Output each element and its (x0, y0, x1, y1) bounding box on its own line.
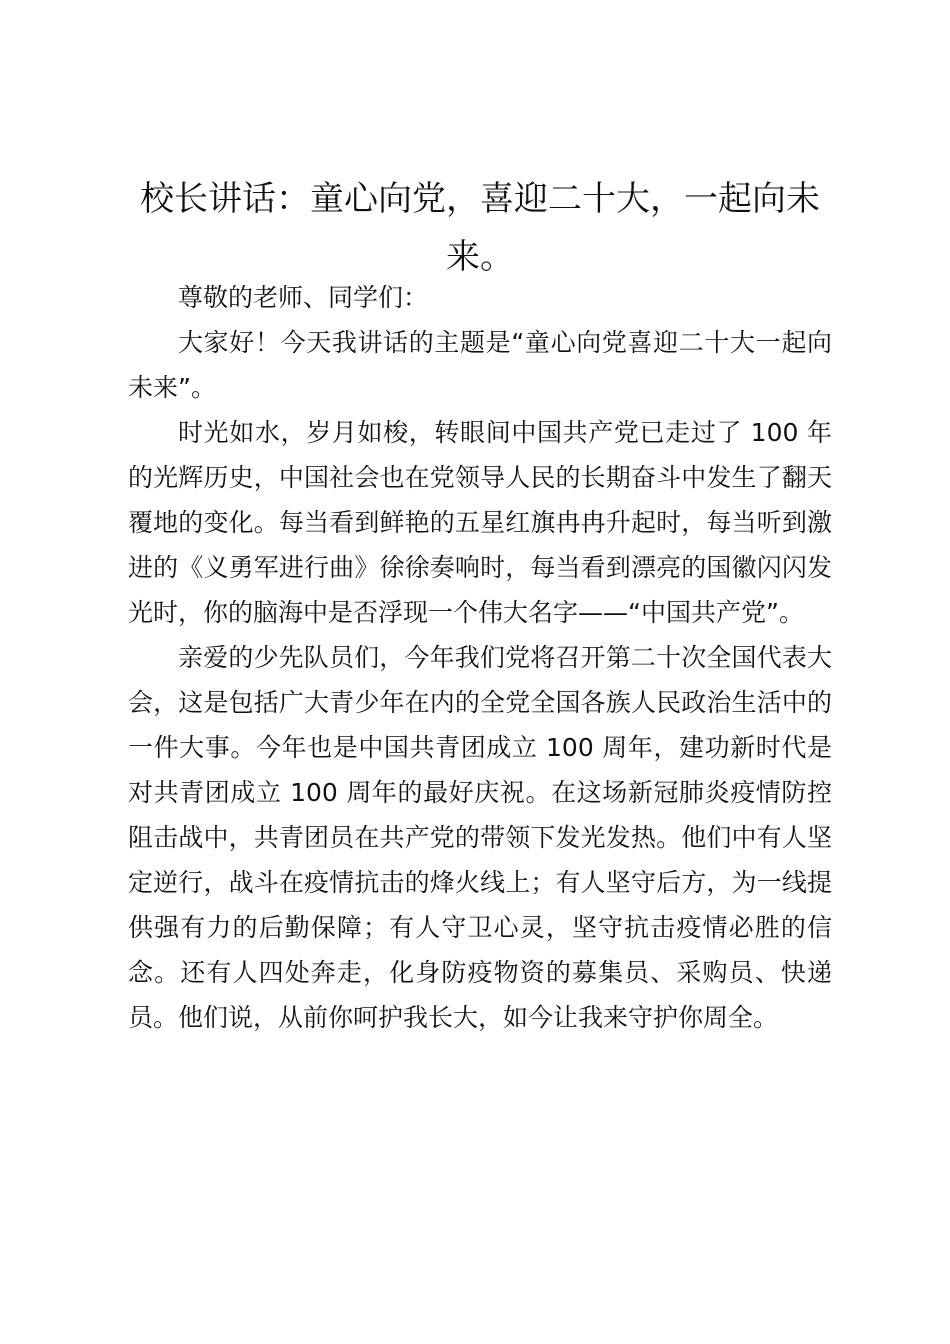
greeting-paragraph: 大家好！今天我讲话的主题是“童心向党喜迎二十大一起向未来”。 (128, 328, 832, 402)
history-paragraph: 时光如水，岁月如梭，转眼间中国共产党已走过了 100 年的光辉历史，中国社会也在党领导人民的长期奋斗中发生了翻天覆地的变化。每当看到鲜艳的五星红旗冉冉升起时，每当听到激进的《义勇军进行曲》徐徐奏响时，每当看到漂亮的国徽闪闪发光时，你的脑海中是否浮现一个伟大名字——“中国共产党”。 (128, 418, 832, 627)
document-body (128, 275, 832, 1040)
congress-paragraph: 亲爱的少先队员们，今年我们党将召开第二十次全国代表大会，这是包括广大青少年在内的全党全国各族人民政治生活中的一件大事。今年也是中国共青团成立 100 周年，建功新时代是对共青团成立 100 周年的最好庆祝。在这场新冠肺炎疫情防控阻击战中，共青团员在共产党的带领下发光发热。他们中有人坚定逆行，战斗在疫情抗击的烽火线上；有人坚守后方，为一线提供强有力的后勤保障；有人守卫心灵，坚守抗击疫情必胜的信念。还有人四处奔走，化身防疫物资的募集员、采购员、快递员。他们说，从前你呵护我长大，如今让我来守护你周全。 (128, 643, 832, 1032)
salutation-paragraph: 尊敬的老师、同学们： (178, 283, 429, 312)
document-title: 校长讲话：童心向党，喜迎二十大，一起向未来。 (140, 179, 820, 277)
